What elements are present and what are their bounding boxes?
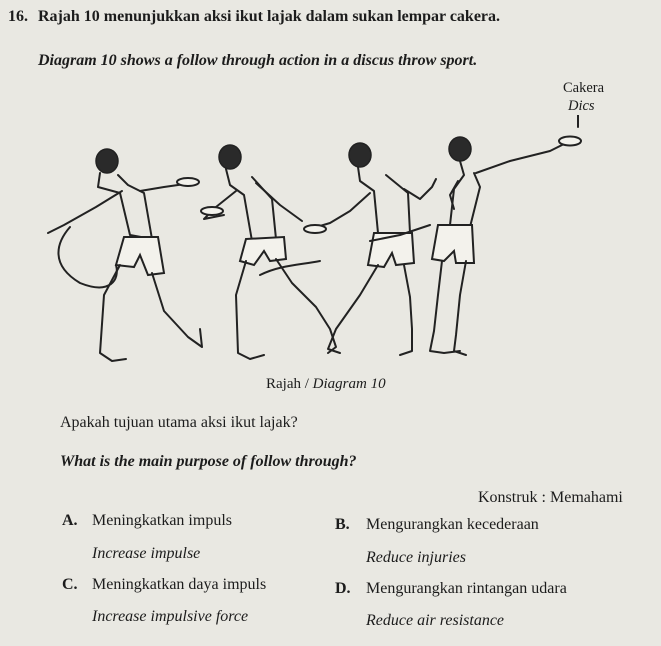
option-d-malay[interactable]: Mengurangkan rintangan udara <box>366 580 567 597</box>
question-number: 16. <box>8 8 28 25</box>
construct-label: Konstruk : Memahami <box>478 489 623 506</box>
option-a-english: Increase impulse <box>92 545 201 562</box>
prompt-malay: Apakah tujuan utama aksi ikut lajak? <box>60 414 298 431</box>
question-text-malay: Rajah 10 menunjukkan aksi ikut lajak dalam sukan lempar cakera. <box>38 8 501 25</box>
option-c-letter[interactable]: C. <box>62 576 78 593</box>
option-c-english: Increase impulsive force <box>92 608 249 625</box>
discus-label-english: Dics <box>568 98 595 114</box>
option-d-english: Reduce air resistance <box>366 612 505 629</box>
option-a-letter[interactable]: A. <box>62 512 78 529</box>
athlete-figure-4 <box>430 137 562 355</box>
option-d-letter[interactable]: D. <box>335 580 351 597</box>
prompt-english: What is the main purpose of follow through? <box>60 453 357 470</box>
option-b-letter[interactable]: B. <box>335 516 350 533</box>
athlete-figure-2 <box>201 145 336 359</box>
caption-english: Diagram 10 <box>312 376 386 392</box>
question-text-english: Diagram 10 shows a follow through action in a discus throw sport. <box>38 52 478 69</box>
option-a-malay[interactable]: Meningkatkan impuls <box>92 512 232 529</box>
athlete-figure-3 <box>304 143 436 355</box>
diagram-caption <box>266 376 386 393</box>
discus-throw-diagram <box>40 115 600 370</box>
option-b-english: Reduce injuries <box>366 549 466 566</box>
caption-malay: Rajah / <box>266 376 313 392</box>
option-c-malay[interactable]: Meningkatkan daya impuls <box>92 576 267 593</box>
athlete-figure-1 <box>48 149 202 361</box>
discus-label-malay: Cakera <box>563 80 605 96</box>
option-b-malay[interactable]: Mengurangkan kecederaan <box>366 516 539 533</box>
